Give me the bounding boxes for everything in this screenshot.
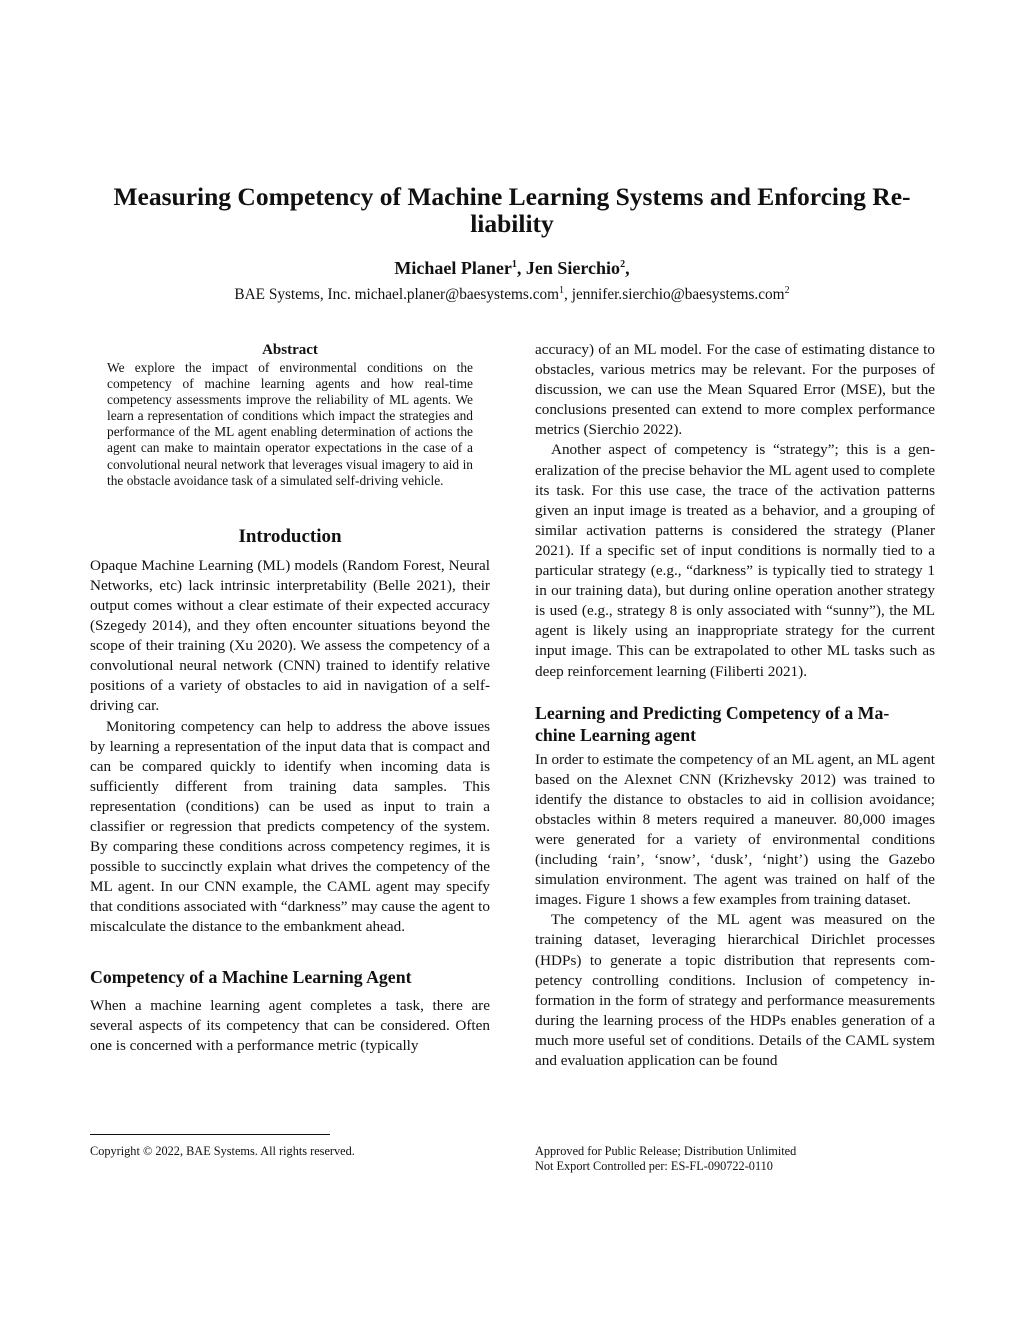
introduction-heading: Introduction: [238, 525, 342, 547]
intro-paragraph-1: Opaque Machine Learning (ML) models (Random Forest, Neural Networks, etc) lack intrinsic interpretability (Belle 2021), their output comes without a clear estimate of their expected accuracy (Szegedy 2014), and they often encounter situations beyond the scope of their training (Xu 2020). We assess the competency of a convolutional neural network (CNN) trained to identify relative positions of a variety of obstacles to aid in navigation of a self-driving car.: [90, 556, 490, 715]
paper-title: [70, 183, 954, 237]
title-line-2: liability: [470, 209, 554, 238]
learning-competency-heading: Learning and Predicting Competency of a Ma- chine Learning agent: [535, 702, 890, 745]
left-column: [90, 340, 490, 1056]
author-affil-marker: 2: [620, 259, 626, 270]
right-column: [535, 340, 935, 1071]
intro-paragraph-2: Monitoring competency can help to address the above issues by learning a representation of the input data that is compact and can be compared quickly to identify when incoming data is sufficiently different from training data samples. This representation (conditions) can be used as input to train a classifier or regression that predicts competency of the system. By comparing these conditions across competency regimes, it is possible to succinctly explain what drives the competency of the ML agent. In our CNN example, the CAML agent may specify that conditions associated with “darkness” may cause the agent to miscalculate the distance to the embankment ahead.: [90, 717, 490, 936]
continued-paragraph: accuracy) of an ML model. For the case of estimating distance to obstacles, various metrics may be relevant. For the purposes of discussion, we can use the Mean Squared Error (MSE), but the conclusions presented can extend to more complex performance metrics (Sierchio 2022).: [535, 341, 935, 439]
footnote-rule: [90, 1134, 330, 1135]
author-name: Jen Sierchio: [525, 258, 621, 278]
author-affil-marker: 1: [511, 259, 517, 270]
author-name: Michael Planer: [394, 258, 512, 278]
author-list: Michael Planer$^1$, Jen Sierchio$^2$,: [394, 258, 630, 278]
estimate-paragraph: In order to estimate the competency of an ML agent, an ML agent based on the Alexnet CNN (Krizhevsky 2012) was trained to identify the distance to obstacles to aid in collision avoidance; obstacles within 8 meters required a maneuver. 80,000 images were generated for a variety of environmental conditions (including ‘rain’, ‘snow’, ‘dusk’, ‘night’) using the Gazebo simulation environment. The agent was trained on half of the images. Figure 1 shows a few examples from training dataset.: [535, 750, 935, 909]
release-notice: Approved for Public Release; Distribution Unlimited Not Export Controlled per: ES-FL-090722-0110: [535, 1144, 797, 1173]
title-line-1: Measuring Competency of Machine Learning Systems and Enforcing Re-: [113, 182, 911, 211]
author-affiliation: BAE Systems, Inc. michael.planer@baesystems.com$^1$, jennifer.sierchio@baesystems.com$^2$: [234, 284, 790, 303]
competency-heading: Competency of a Machine Learning Agent: [90, 966, 412, 987]
abstract-text: We explore the impact of environmental conditions on the competency of machine learning agents and how real-time competency assessments improve the reliability of ML agents. We learn a representation of conditions which impact the strategies and performance of the ML agent enabling determination of actions the agent can make to maintain operator expectations in the case of a convolutional neural network that leverages visual imagery to aid in the obstacle avoidance task of a simulated self-driving vehicle.: [107, 360, 473, 488]
strategy-paragraph: Another aspect of competency is “strategy”; this is a generalization of the precise behavior the ML agent used to complete its task. For this use case, the trace of the activation patterns given an input image is treated as a behavior, and a grouping of similar activation patterns is considered the strategy (Planer 2021). If a specific set of input conditions is normally tied to a particular strategy (e.g., “darkness” is typically tied to strategy 1 in our training data), but during online operation another strategy is used (e.g., strategy 8 is only associated with “sunny”), the ML agent is likely using an inappropriate strategy for the current input image. This can be extrapolated to other ML tasks such as deep reinforcement learning (Filiberti 2021).: [535, 441, 935, 680]
copyright-notice: Copyright © 2022, BAE Systems. All rights reserved.: [90, 1144, 355, 1158]
competency-paragraph-1: When a machine learning agent completes a task, there are several aspects of its competency that can be considered. Often one is concerned with a performance metric (typically: [90, 996, 490, 1054]
hdp-paragraph: The competency of the ML agent was measured on the training dataset, leveraging hierarchical Dirichlet processes (HDPs) to generate a topic distribution that represents competency controlling conditions. Inclusion of competency information in the form of strategy and performance measurements during the learning process of the HDPs enables generation of a much more useful set of conditions. Details of the CAML system and evaluation application can be found: [535, 911, 935, 1069]
abstract-heading: Abstract: [262, 342, 318, 358]
